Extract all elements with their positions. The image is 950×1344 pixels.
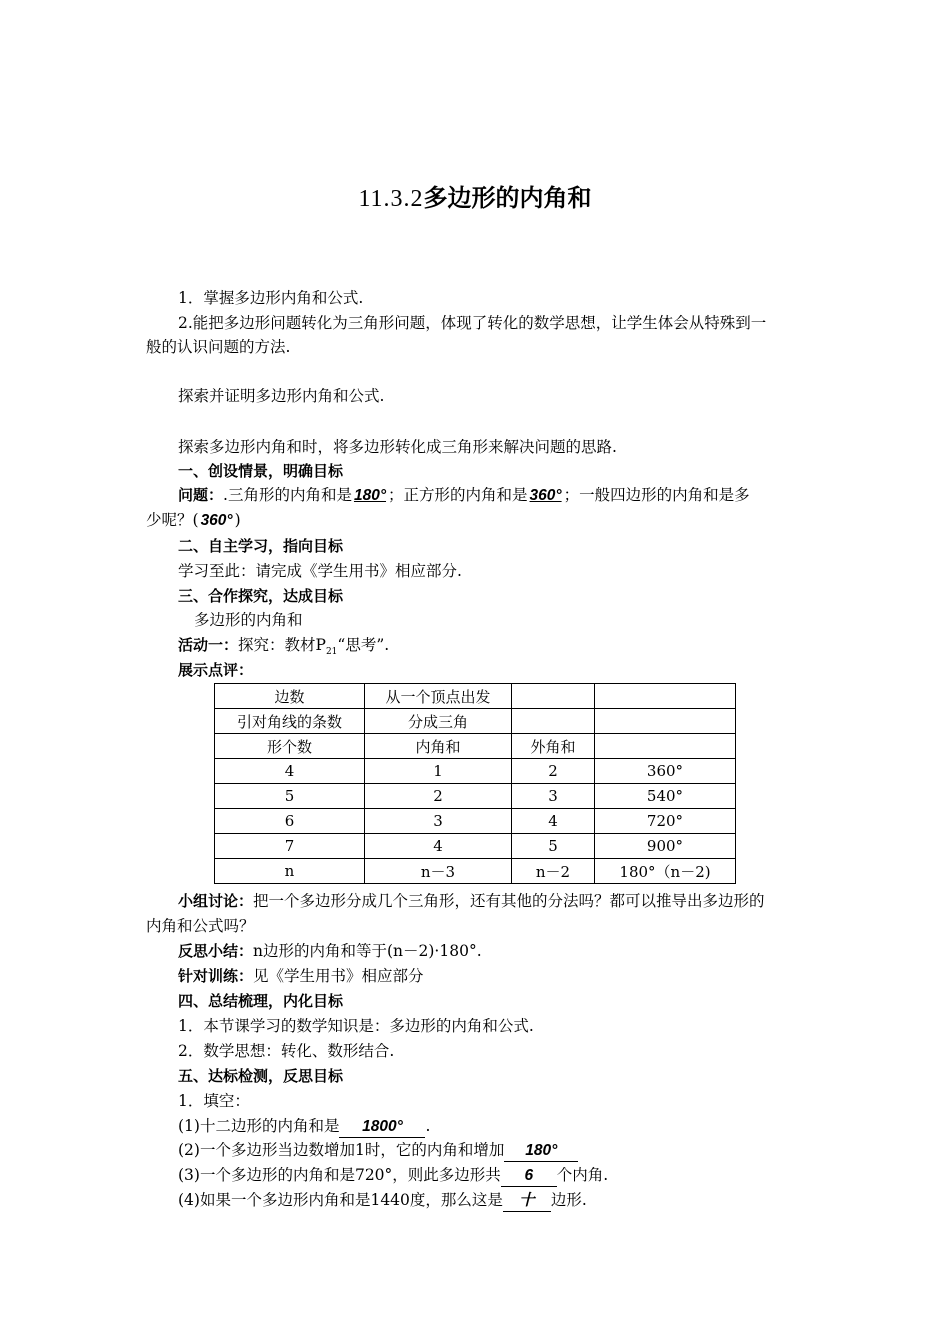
q2-answer-blank — [504, 1140, 578, 1162]
answer-360: 360° — [529, 487, 562, 504]
activity-suffix: “思考”. — [337, 636, 390, 654]
summary-item-1: 1．本节课学习的数学知识是：多边形的内角和公式. — [178, 1017, 534, 1035]
table-cell: n－3 — [365, 859, 512, 884]
q3-suffix: 个内角. — [556, 1166, 609, 1184]
polygon-angle-table — [214, 683, 736, 884]
table-cell: n — [215, 859, 365, 884]
table-cell: 4 — [365, 834, 512, 859]
table-cell: 引对角线的条数 — [215, 709, 365, 734]
section3-heading: 三、合作探究，达成目标 — [178, 587, 344, 605]
table-cell: 180°（n－2) — [595, 859, 736, 884]
discussion-text-1: 把一个多边形分成几个三角形，还有其他的分法吗？都可以推导出多边形的 — [253, 892, 765, 910]
table-cell: 3 — [365, 809, 512, 834]
q3-answer-blank — [501, 1165, 557, 1187]
table-cell: 内角和 — [365, 734, 512, 759]
question-text-2: ；正方形的内角和是 — [388, 486, 528, 504]
q3-text: (3)一个多边形的内角和是720°，则此多边形共 — [178, 1166, 501, 1184]
discussion-line2: 内角和公式吗？ — [146, 917, 255, 935]
activity-text: 探究：教材P — [238, 636, 326, 654]
section5-heading: 五、达标检测，反思目标 — [178, 1067, 344, 1085]
table-header-row — [215, 684, 736, 709]
section1-question — [146, 483, 846, 508]
table-cell: 4 — [215, 759, 365, 784]
activity-label: 活动一： — [178, 636, 239, 654]
display-label: 展示点评： — [178, 661, 254, 679]
table-cell — [595, 734, 736, 759]
q1-answer: 1800° — [362, 1118, 403, 1135]
title-number: 11.3.2 — [358, 186, 424, 212]
table-cell: 边数 — [215, 684, 365, 709]
question-text-3: ；一般四边形的内角和是多 — [563, 486, 750, 504]
page-title — [0, 178, 950, 213]
fill-blank-q4 — [146, 1188, 846, 1213]
training-text: 见《学生用书》相应部分 — [253, 967, 424, 985]
section3-subheading: 多边形的内角和 — [194, 611, 303, 629]
q3-answer: 6 — [524, 1167, 534, 1184]
fill-blank-q2 — [146, 1138, 846, 1163]
table-header-row — [215, 734, 736, 759]
table-data-row — [215, 784, 736, 809]
q1-suffix: . — [425, 1117, 431, 1135]
answer-180: 180° — [353, 487, 387, 504]
table-cell: 4 — [512, 809, 595, 834]
table-data-row — [215, 859, 736, 884]
fill-blank-q3 — [146, 1163, 846, 1188]
q1-answer-blank — [339, 1116, 425, 1138]
section1-question-line2 — [146, 508, 814, 533]
table-cell: 2 — [512, 759, 595, 784]
reflection-label: 反思小结： — [178, 942, 254, 960]
objective-2-line1: 2.能把多边形问题转化为三角形问题，体现了转化的数学思想，让学生体会从特殊到一 — [178, 314, 767, 332]
table-cell — [512, 709, 595, 734]
question-label: 问题： — [178, 486, 224, 504]
q4-answer-blank — [503, 1190, 551, 1212]
table-cell — [512, 684, 595, 709]
q2-text: (2)一个多边形当边数增加1时，它的内角和增加 — [178, 1141, 505, 1159]
table-cell — [595, 709, 736, 734]
table-cell: 720° — [595, 809, 736, 834]
table-data-row — [215, 809, 736, 834]
table-data-row — [215, 834, 736, 859]
fill-blank-q1 — [146, 1114, 846, 1139]
answer-360-b: 360° — [200, 512, 233, 529]
table-cell: 360° — [595, 759, 736, 784]
targeted-training — [146, 964, 846, 989]
table-cell: 5 — [512, 834, 595, 859]
question-line2-prefix: 少呢？( — [146, 511, 199, 529]
reflection-summary — [146, 939, 846, 964]
training-label: 针对训练： — [178, 967, 254, 985]
discussion-label: 小组讨论： — [178, 892, 254, 910]
section4-heading: 四、总结梳理，内化目标 — [178, 992, 344, 1010]
section2-text: 学习至此：请完成《学生用书》相应部分. — [178, 562, 462, 580]
table-cell: 分成三角 — [365, 709, 512, 734]
q1-text: (1)十二边形的内角和是 — [178, 1117, 340, 1135]
question-text-1: .三角形的内角和是 — [223, 486, 352, 504]
table-cell: 7 — [215, 834, 365, 859]
table-header-row — [215, 709, 736, 734]
table-cell: 外角和 — [512, 734, 595, 759]
table-cell — [595, 684, 736, 709]
table-cell: 2 — [365, 784, 512, 809]
activity-subscript: 21 — [325, 647, 338, 658]
table-cell: 5 — [215, 784, 365, 809]
table-cell: 540° — [595, 784, 736, 809]
key-point: 探索并证明多边形内角和公式. — [178, 387, 385, 405]
table-data-row — [215, 759, 736, 784]
objective-2-line2: 般的认识问题的方法. — [146, 338, 291, 356]
reflection-text: n边形的内角和等于(n－2)·180°. — [253, 942, 482, 960]
table-cell: 3 — [512, 784, 595, 809]
fill-blank-intro: 1．填空： — [178, 1092, 250, 1110]
q2-answer: 180° — [525, 1142, 558, 1159]
q4-suffix: 边形. — [550, 1191, 587, 1209]
title-text: 多边形的内角和 — [423, 184, 592, 212]
section2-heading: 二、自主学习，指向目标 — [178, 537, 344, 555]
objective-1: 1．掌握多边形内角和公式. — [178, 289, 364, 307]
difficulty: 探索多边形内角和时，将多边形转化成三角形来解决问题的思路. — [178, 438, 617, 456]
table-cell: 900° — [595, 834, 736, 859]
question-line2-suffix: ) — [234, 511, 241, 529]
q4-text: (4)如果一个多边形内角和是1440度，那么这是 — [178, 1191, 503, 1209]
q4-answer: 十 — [519, 1192, 535, 1209]
table-cell: 6 — [215, 809, 365, 834]
summary-item-2: 2．数学思想：转化、数形结合. — [178, 1042, 395, 1060]
table-cell: n－2 — [512, 859, 595, 884]
table-cell: 形个数 — [215, 734, 365, 759]
table-cell: 1 — [365, 759, 512, 784]
group-discussion — [146, 889, 846, 914]
section1-heading: 一、创设情景，明确目标 — [178, 462, 344, 480]
table-cell: 从一个顶点出发 — [365, 684, 512, 709]
